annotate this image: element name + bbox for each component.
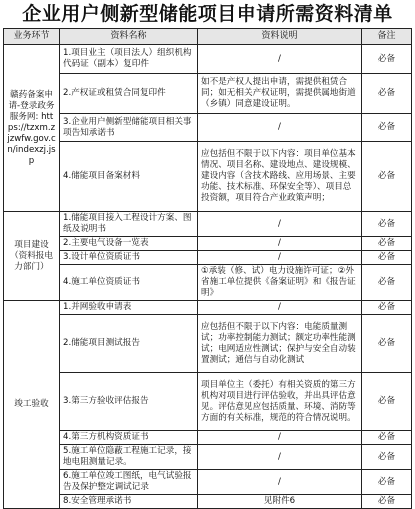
table-row (4, 142, 412, 212)
remark: 必备 (362, 114, 412, 142)
table-row (4, 114, 412, 142)
table-row (4, 315, 412, 373)
remark: 必备 (362, 495, 412, 509)
remark: 必备 (362, 142, 412, 212)
remark: 必备 (362, 265, 412, 301)
table-row (4, 45, 412, 74)
remark: 必备 (362, 74, 412, 114)
material-desc: / (198, 470, 362, 495)
material-desc: / (198, 45, 362, 74)
material-name: 1.项目业主（项目法人）组织机构代码证（副本）复印件 (60, 45, 198, 74)
remark: 必备 (362, 237, 412, 251)
material-name: 2.产权证或租赁合同复印件 (60, 74, 198, 114)
table-header-row (4, 29, 412, 45)
table-row (4, 265, 412, 301)
material-name: 1.储能项目接入工程设计方案、图纸及说明书 (60, 212, 198, 237)
material-name: 6.施工单位竣工图纸，电气试验报告及保护整定调试记录 (60, 470, 198, 495)
material-desc: / (198, 237, 362, 251)
material-name: 3.设计单位资质证书 (60, 251, 198, 265)
material-name: 2.储能项目测试报告 (60, 315, 198, 373)
material-name: 5.施工单位隐蔽工程施工记录，接地电阻测量记录。 (60, 445, 198, 470)
material-desc: ①承装（修、试）电力设施许可证；②外省施工单位提供《备案证明》和《报告证明》 (198, 265, 362, 301)
material-desc: 应包括但不限于以下内容：项目单位基本情况、项目名称、建设地点、建设规模、建设内容（含技术路线、应用场景、主要功能、技术标准、环保安全等）、项目总投资额，项目符合产业政策声明； (198, 142, 362, 212)
remark: 必备 (362, 45, 412, 74)
material-name: 1.并网验收申请表 (60, 301, 198, 315)
header-material-name: 资料名称 (60, 29, 198, 45)
table-row (4, 74, 412, 114)
header-material-desc: 资料说明 (198, 29, 362, 45)
stage-construction: 项目建设（资料报电力部门） (4, 212, 60, 301)
material-desc: / (198, 114, 362, 142)
remark: 必备 (362, 445, 412, 470)
remark: 必备 (362, 301, 412, 315)
table-row (4, 495, 412, 509)
remark: 必备 (362, 315, 412, 373)
table-row (4, 212, 412, 237)
material-desc: 如不是产权人提出申请，需提供租赁合同；如无相关产权证明，需提供属地街道（乡镇）同意建设证明。 (198, 74, 362, 114)
material-name: 4.施工单位资质证书 (60, 265, 198, 301)
table-row (4, 251, 412, 265)
header-remark: 备注 (362, 29, 412, 45)
stage-acceptance: 竣工验收 (4, 301, 60, 509)
material-name: 3.企业用户侧新型储能项目相关事项告知承诺书 (60, 114, 198, 142)
material-name: 4.第三方机构资质证书 (60, 431, 198, 445)
material-desc: / (198, 445, 362, 470)
material-name: 4.储能项目备案材料 (60, 142, 198, 212)
material-desc: / (198, 431, 362, 445)
table-row (4, 470, 412, 495)
header-stage: 业务环节 (4, 29, 60, 45)
stage-filing: 赣药备案申请-登录政务服务网: https://tzxm.zjzwfw.gov.cn/indexzj.jsp (4, 45, 60, 212)
remark: 必备 (362, 251, 412, 265)
material-name: 8.安全管理承诺书 (60, 495, 198, 509)
remark: 必备 (362, 212, 412, 237)
materials-table (3, 28, 412, 509)
material-desc: / (198, 212, 362, 237)
material-desc: 见附件6 (198, 495, 362, 509)
table-row (4, 373, 412, 431)
material-desc: / (198, 301, 362, 315)
remark: 必备 (362, 431, 412, 445)
material-name: 2.主要电气设备一览表 (60, 237, 198, 251)
material-desc: 应包括但不限于以下内容：电能质量测试；功率控制能力测试；额定功率性能测试；电网适应性测试；保护与安全自动装置测试；通信与自动化测试 (198, 315, 362, 373)
page-title: 企业用户侧新型储能项目申请所需资料清单 (22, 3, 393, 25)
material-desc: / (198, 251, 362, 265)
table-row (4, 237, 412, 251)
remark: 必备 (362, 373, 412, 431)
table-row (4, 431, 412, 445)
material-name: 3.第三方验收评估报告 (60, 373, 198, 431)
remark: 必备 (362, 470, 412, 495)
material-desc: 项目单位主（委托）有相关资质的第三方机构对项目进行评估验收，并出具评估意见。评估意见应包括质量、环境、消防等方面的有关标准，规范的符合情况说明。 (198, 373, 362, 431)
table-row (4, 301, 412, 315)
table-row (4, 445, 412, 470)
